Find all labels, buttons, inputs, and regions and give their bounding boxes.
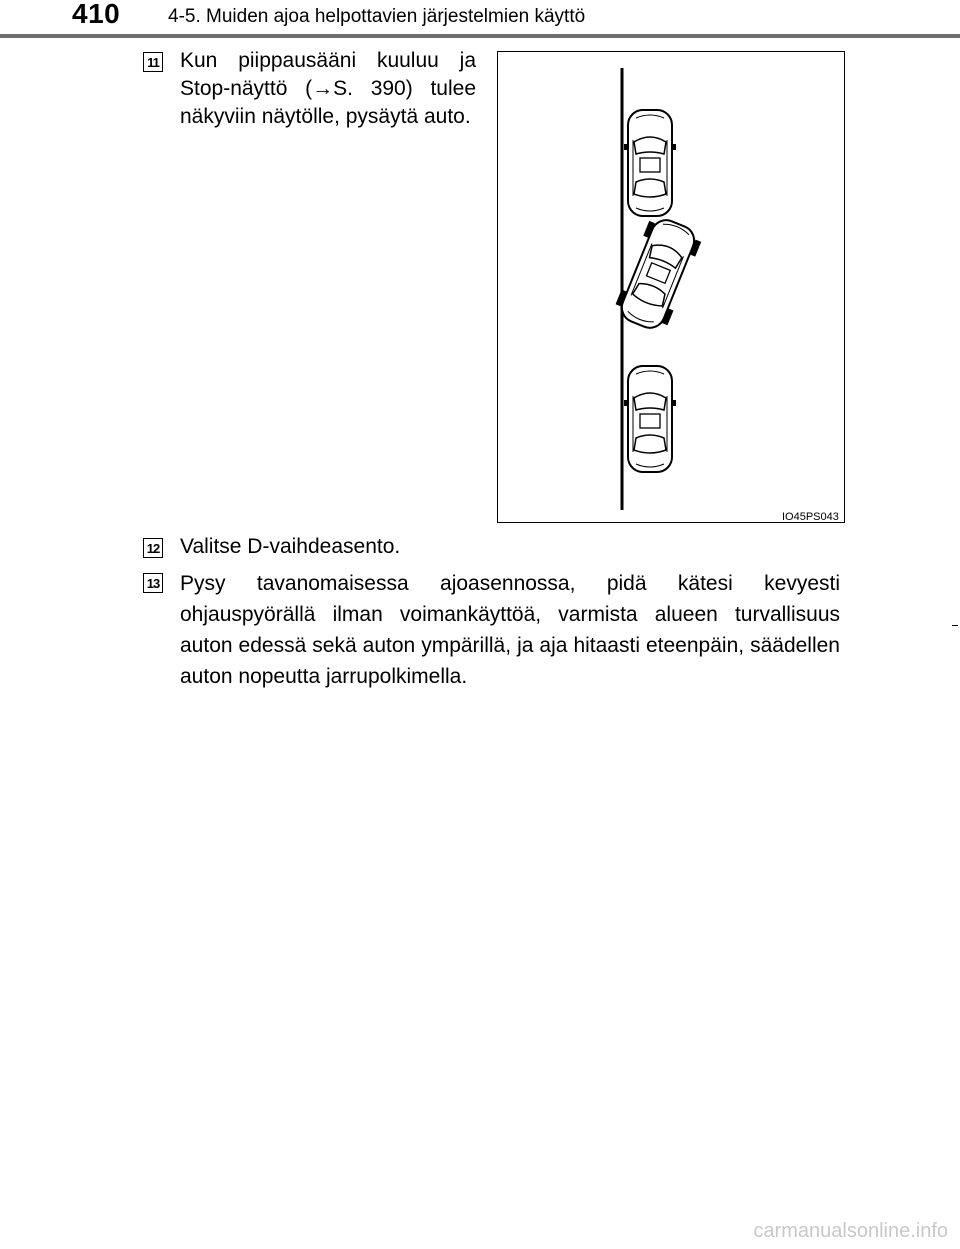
parking-illustration [497,51,845,523]
page-number: 410 [72,0,121,29]
step-number-13: 13 [143,573,163,593]
maneuvering-car [612,213,704,334]
page-header [0,0,960,40]
parked-car-rear [624,366,676,472]
section-title: 4-5. Muiden ajoa helpottavien järjestelmien käyttö [168,6,586,27]
step-12-text: Valitse D-vaihdeasento. [180,535,401,558]
step-13-text: Pysy tavanomaisessa ajoasennossa, pidä kätesi kevyesti ohjauspyörällä ilman voimankäyttöä, varmista alueen turvallisuus auton edessä sekä auton ympärillä, ja aja hitaasti eteenpäin, säädellen auton nopeutta jarrupolkimella. [180,572,840,688]
step-11-text: Kun piippausääni kuuluu ja Stop-näyttö (→S. 390) tulee näkyviin näytölle, pysäytä auto. [180,49,476,128]
parked-car-front [624,110,676,216]
step-number-11: 11 [143,52,163,72]
step-number-12: 12 [143,538,163,558]
parked-cars-diagram [498,52,844,522]
header-rule [0,34,960,38]
edge-tick [952,625,958,626]
watermark: carmanualsonline.info [753,1220,948,1242]
figure-code: IO45PS043 [782,511,839,523]
